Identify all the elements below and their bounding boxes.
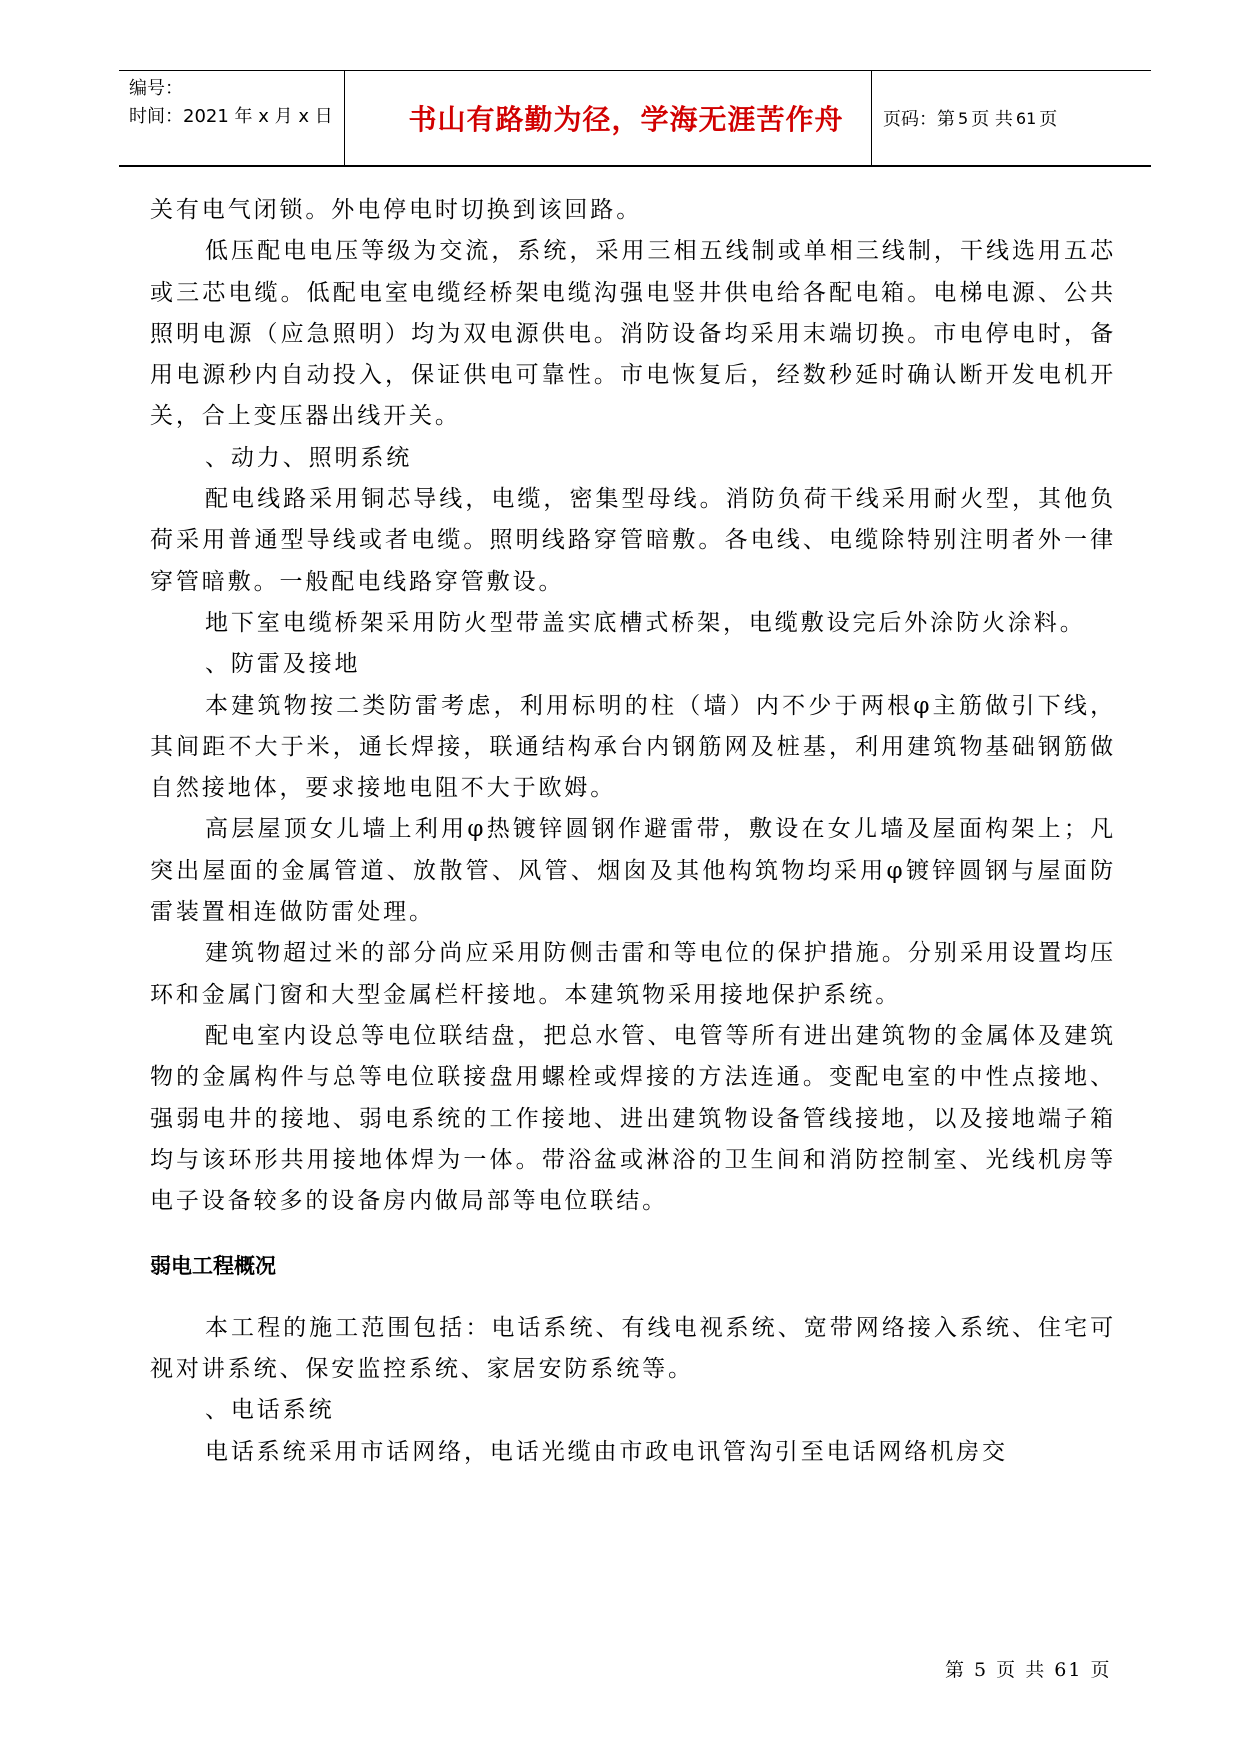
section-heading: 、防雷及接地 bbox=[205, 651, 361, 678]
page-total: 61 bbox=[1015, 108, 1037, 128]
page-footer: 第 5 页 共 61 页 bbox=[945, 1659, 1112, 1681]
paragraph: 关有电气闭锁。外电停电时切换到该回路。 bbox=[150, 197, 643, 223]
paragraph: 本工程的施工范围包括：电话系统、有线电视系统、宽带网络接入系统、住宅可视对讲系统、保安监控系统、家居安防系统等。 bbox=[150, 1314, 1116, 1383]
paragraph: 配电室内设总等电位联结盘，把总水管、电管等所有进出建筑物的金属体及建筑物的金属构件与总等电位联接盘用螺栓或焊接的方法连通。变配电室的中性点接地、强弱电井的接地、弱电系统的工作接地、进出建筑物设备管线接地，以及接地端子箱均与该环形共用接地体焊为一体。带浴盆或淋浴的卫生间和消防控制室、光线机房等电子设备较多的设备房内做局部等电位联结。 bbox=[150, 1022, 1116, 1215]
section-heading: 、动力、照明系统 bbox=[205, 444, 413, 471]
paragraph: 电话系统采用市话网络，电话光缆由市政电讯管沟引至电话网络机房交 bbox=[205, 1438, 1008, 1465]
page-code-prefix: 页码：第 bbox=[883, 109, 955, 130]
serial-number-label: 编号： bbox=[129, 78, 183, 99]
document-body bbox=[150, 190, 1116, 1473]
paragraph: 建筑物超过米的部分尚应采用防侧击雷和等电位的保护措施。分别采用设置均压环和金属门窗和大型金属栏杆接地。本建筑物采用接地保护系统。 bbox=[150, 940, 1116, 1008]
header-motto: 书山有路勤为径，学海无涯苦作舟 bbox=[408, 103, 844, 136]
section-heading: 、电话系统 bbox=[205, 1397, 335, 1424]
paragraph: 地下室电缆桥架采用防火型带盖实底槽式桥架，电缆敷设完后外涂防火涂料。 bbox=[205, 609, 1086, 636]
page-current: 5 bbox=[958, 108, 969, 128]
paragraph: 低压配电电压等级为交流，系统，采用三相五线制或单相三线制，干线选用五芯或三芯电缆。低配电室电缆经桥架电缆沟强电竖井供电给各配电箱。电梯电源、公共照明电源（应急照明）均为双电源供电。消防设备均采用末端切换。市电停电时，备用电源秒内自动投入，保证供电可靠性。市电恢复后，经数秒延时确认断开发电机开关，合上变压器出线开关。 bbox=[150, 238, 1116, 430]
header-divider bbox=[871, 71, 872, 165]
header-divider bbox=[344, 71, 345, 165]
date-label: 时间：2021 年 x 月 x 日 bbox=[129, 106, 333, 127]
paragraph: 高层屋顶女儿墙上利用φ热镀锌圆钢作避雷带，敷设在女儿墙及屋面构架上；凡突出屋面的金属管道、放散管、风管、烟囱及其他构筑物均采用φ镀锌圆钢与屋面防雷装置相连做防雷处理。 bbox=[150, 816, 1116, 926]
paragraph: 配电线路采用铜芯导线，电缆，密集型母线。消防负荷干线采用耐火型，其他负荷采用普通型导线或者电缆。照明线路穿管暗敷。各电线、电缆除特别注明者外一律穿管暗敷。一般配电线路穿管敷设。 bbox=[150, 486, 1116, 595]
page-header bbox=[119, 70, 1151, 167]
page-code-suffix: 页 bbox=[1039, 109, 1058, 130]
paragraph: 本建筑物按二类防雷考虑，利用标明的柱（墙）内不少于两根φ主筋做引下线，其间距不大于米，通长焊接，联通结构承台内钢筋网及桩基，利用建筑物基础钢筋做自然接地体，要求接地电阻不大于欧姆。 bbox=[150, 692, 1116, 802]
page-code-mid: 页 共 bbox=[971, 109, 1013, 130]
chapter-title: 弱电工程概况 bbox=[150, 1254, 276, 1279]
page-code bbox=[883, 71, 1057, 165]
